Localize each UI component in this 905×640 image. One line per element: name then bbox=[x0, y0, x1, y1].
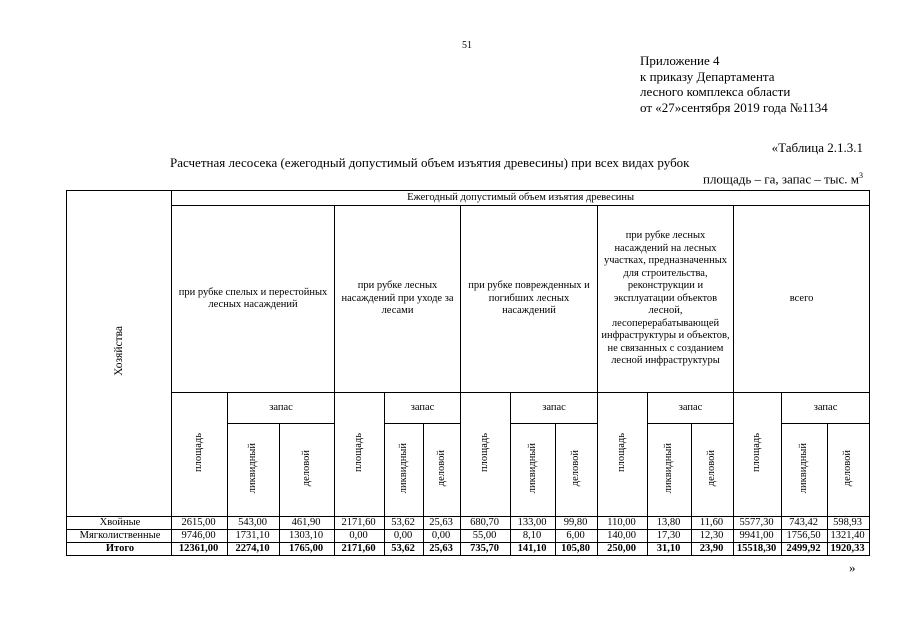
table-cell: 2171,60 bbox=[335, 543, 385, 556]
header-area-1 bbox=[172, 393, 228, 517]
table-row bbox=[67, 530, 870, 543]
header-commercial-3 bbox=[556, 424, 598, 517]
header-area-label: площадь bbox=[751, 432, 763, 472]
allowable-cut-table bbox=[66, 190, 870, 556]
header-liquid-1 bbox=[228, 424, 280, 517]
header-commercial-label: деловой bbox=[570, 449, 582, 486]
table-cell: 743,42 bbox=[782, 517, 828, 530]
row-name: Мягколиственные bbox=[67, 530, 172, 543]
appendix-block bbox=[640, 53, 828, 115]
header-area-label: площадь bbox=[479, 432, 491, 472]
table-cell: 2274,10 bbox=[228, 543, 280, 556]
header-commercial-label: деловой bbox=[300, 449, 312, 486]
table-cell: 17,30 bbox=[648, 530, 692, 543]
units-note bbox=[703, 171, 863, 187]
header-liquid-label: ликвидный bbox=[397, 442, 409, 493]
table-cell: 12361,00 bbox=[172, 543, 228, 556]
header-area-label: площадь bbox=[193, 432, 205, 472]
header-commercial-label: деловой bbox=[842, 449, 854, 486]
header-area-2 bbox=[335, 393, 385, 517]
header-households bbox=[67, 191, 172, 517]
table-cell: 133,00 bbox=[511, 517, 556, 530]
table-cell: 25,63 bbox=[424, 543, 461, 556]
header-liquid-2 bbox=[385, 424, 424, 517]
appendix-line-4: от «27»сентября 2019 года №1134 bbox=[640, 99, 828, 115]
table-cell: 8,10 bbox=[511, 530, 556, 543]
header-commercial-label: деловой bbox=[435, 449, 447, 486]
header-cat-mature: при рубке спелых и перестойных лесных насаждений bbox=[172, 206, 335, 393]
header-area-4 bbox=[598, 393, 648, 517]
table-cell: 2499,92 bbox=[782, 543, 828, 556]
header-cat-damaged: при рубке поврежденных и погибших лесных насаждений bbox=[461, 206, 598, 393]
units-text: площадь – га, запас – тыс. м bbox=[702, 171, 859, 187]
header-area-5 bbox=[734, 393, 782, 517]
table-cell: 0,00 bbox=[335, 530, 385, 543]
header-cat-total: всего bbox=[734, 206, 870, 393]
header-cat-construction: при рубке лесных насаждений на лесных участках, предназначенных для строительства, реконструкции и эксплуатации объектов лесной, лесоперерабатывающей инфраструктуры и объектов, не связанных с созданием лесной инфраструктуры bbox=[598, 206, 734, 393]
header-liquid-3 bbox=[511, 424, 556, 517]
table-cell: 6,00 bbox=[556, 530, 598, 543]
header-stock-5: запас bbox=[782, 393, 870, 424]
table-cell: 12,30 bbox=[692, 530, 734, 543]
table-cell: 140,00 bbox=[598, 530, 648, 543]
header-commercial-label: деловой bbox=[706, 449, 718, 486]
table-cell: 1756,50 bbox=[782, 530, 828, 543]
table-cell: 23,90 bbox=[692, 543, 734, 556]
table-cell: 543,00 bbox=[228, 517, 280, 530]
table-cell: 110,00 bbox=[598, 517, 648, 530]
table-cell: 1303,10 bbox=[280, 530, 335, 543]
table-cell: 9746,00 bbox=[172, 530, 228, 543]
table-cell: 0,00 bbox=[424, 530, 461, 543]
row-name: Хвойные bbox=[67, 517, 172, 530]
table-cell: 0,00 bbox=[385, 530, 424, 543]
header-households-label: Хозяйства bbox=[112, 326, 125, 377]
header-liquid-label: ликвидный bbox=[798, 442, 810, 493]
header-group: Ежегодный допустимый объем изъятия древесины bbox=[172, 191, 870, 206]
header-commercial-5 bbox=[828, 424, 870, 517]
table-cell: 2615,00 bbox=[172, 517, 228, 530]
appendix-line-3: лесного комплекса области bbox=[640, 84, 791, 99]
table-cell: 1920,33 bbox=[828, 543, 870, 556]
table-cell: 25,63 bbox=[424, 517, 461, 530]
header-stock-2: запас bbox=[385, 393, 461, 424]
table-cell: 53,62 bbox=[385, 543, 424, 556]
appendix-line-1: Приложение 4 bbox=[640, 53, 720, 68]
table-cell: 53,62 bbox=[385, 517, 424, 530]
header-liquid-label: ликвидный bbox=[663, 442, 675, 493]
table-cell: 15518,30 bbox=[734, 543, 782, 556]
header-liquid-4 bbox=[648, 424, 692, 517]
table-cell: 99,80 bbox=[556, 517, 598, 530]
table-cell: 5577,30 bbox=[734, 517, 782, 530]
header-stock-4: запас bbox=[648, 393, 734, 424]
table-cell: 598,93 bbox=[828, 517, 870, 530]
header-commercial-2 bbox=[424, 424, 461, 517]
appendix-line-2: к приказу Департамента bbox=[640, 68, 775, 84]
header-area-3 bbox=[461, 393, 511, 517]
header-area-label: площадь bbox=[353, 432, 365, 472]
table-cell: 11,60 bbox=[692, 517, 734, 530]
table-number: «Таблица 2.1.3.1 bbox=[771, 140, 863, 155]
table-row-total bbox=[67, 543, 870, 556]
header-liquid-label: ликвидный bbox=[247, 442, 259, 493]
table-cell: 13,80 bbox=[648, 517, 692, 530]
table-cell: 250,00 bbox=[598, 543, 648, 556]
units-superscript: 3 bbox=[859, 171, 863, 180]
table-cell: 31,10 bbox=[648, 543, 692, 556]
table-row bbox=[67, 517, 870, 530]
table-cell: 461,90 bbox=[280, 517, 335, 530]
header-cat-care: при рубке лесных насаждений при уходе за лесами bbox=[335, 206, 461, 393]
table-cell: 2171,60 bbox=[335, 517, 385, 530]
table-title: Расчетная лесосека (ежегодный допустимый объем изъятия древесины) при всех видах рубок bbox=[170, 155, 690, 170]
row-name: Итого bbox=[67, 543, 172, 556]
table-cell: 1321,40 bbox=[828, 530, 870, 543]
header-area-label: площадь bbox=[616, 432, 628, 472]
header-stock-1: запас bbox=[228, 393, 335, 424]
page-number: 51 bbox=[462, 40, 472, 51]
table-cell: 55,00 bbox=[461, 530, 511, 543]
table-cell: 9941,00 bbox=[734, 530, 782, 543]
header-liquid-5 bbox=[782, 424, 828, 517]
table-cell: 1731,10 bbox=[228, 530, 280, 543]
table-cell: 1765,00 bbox=[280, 543, 335, 556]
header-stock-3: запас bbox=[511, 393, 598, 424]
header-commercial-1 bbox=[280, 424, 335, 517]
header-commercial-4 bbox=[692, 424, 734, 517]
table-cell: 680,70 bbox=[461, 517, 511, 530]
table-cell: 141,10 bbox=[511, 543, 556, 556]
closing-quote: » bbox=[849, 560, 856, 575]
table-cell: 735,70 bbox=[461, 543, 511, 556]
header-liquid-label: ликвидный bbox=[526, 442, 538, 493]
table-cell: 105,80 bbox=[556, 543, 598, 556]
